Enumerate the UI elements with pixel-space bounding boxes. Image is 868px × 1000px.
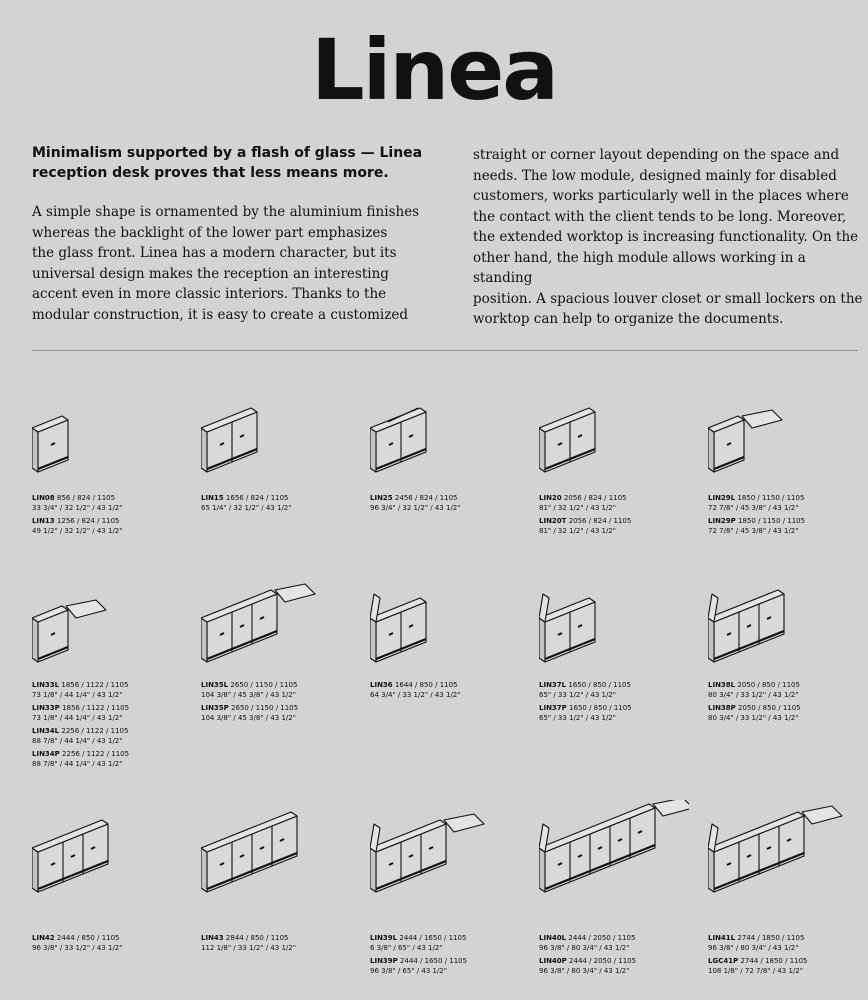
spec-entry [708,516,868,536]
dimensions-inch: 65" / 33 1/2" / 43 1/2" [539,691,616,699]
dimensions-mm: 1650 / 850 / 1105 [568,681,631,689]
body-column-right [473,145,863,330]
model-code: LIN43 [201,934,224,942]
desk-lin43-icon [201,800,351,925]
spec-entry [370,956,535,976]
product-card [32,570,197,768]
dimensions-mm: 1256 / 824 / 1105 [56,517,120,525]
section-divider [32,350,858,351]
spec-list [201,933,366,956]
desk-lin15-icon [201,380,351,490]
spec-entry [201,933,366,953]
spec-list [708,933,868,979]
product-card [708,570,868,722]
lead-line: reception desk proves that less means more. [32,165,389,181]
dimensions-mm: 2050 / 850 / 1105 [737,681,800,689]
spec-list [201,493,366,516]
model-code: LIN40P [539,957,567,965]
desk-lin35-icon [201,570,351,675]
dimensions-mm: 2456 / 824 / 1105 [394,494,458,502]
spec-entry [539,956,704,976]
product-card [32,380,197,535]
product-card [370,380,535,512]
body-column-left [32,202,432,325]
dimensions-mm: 2444 / 2050 / 1105 [568,934,636,942]
model-code: LIN38L [708,681,736,689]
body-line: worktop can help to organize the documents. [473,311,784,327]
product-card [539,570,704,722]
product-card [370,800,535,975]
body-line: position. A spacious louver closet or small lockers on the [473,290,863,307]
model-code: LIN25 [370,494,393,502]
model-code: LIN41L [708,934,736,942]
dimensions-inch: 81" / 32 1/2" / 43 1/2" [539,504,616,512]
dimensions-inch: 96 3/8" / 65" / 43 1/2" [370,967,447,975]
desk-lin36-icon [370,570,520,675]
dimensions-mm: 2444 / 850 / 1105 [56,934,120,942]
dimensions-mm: 1656 / 824 / 1105 [225,494,289,502]
dimensions-mm: 2650 / 1150 / 1105 [230,681,298,689]
spec-entry [32,726,197,746]
dimensions-inch: 81" / 32 1/2" / 43 1/2" [539,527,616,535]
spec-entry [32,749,197,769]
dimensions-inch: 65" / 33 1/2" / 43 1/2" [539,714,616,722]
body-line: the glass front. Linea has a modern character, but its [32,245,397,261]
dimensions-mm: 856 / 824 / 1105 [56,494,116,502]
desk-lin42-icon [32,800,182,925]
dimensions-inch: 6 3/8" / 65" / 43 1/2" [370,944,443,952]
spec-list [32,493,197,539]
body-line: whereas the backlight of the lower part emphasizes [32,224,388,241]
dimensions-inch: 33 3/4" / 32 1/2" / 43 1/2" [32,504,123,512]
spec-list [32,933,197,956]
spec-entry [539,493,704,513]
dimensions-inch: 49 1/2" / 32 1/2" / 43 1/2" [32,527,123,535]
model-code: LIN37L [539,681,567,689]
body-line: universal design makes the reception an interesting [32,265,389,282]
dimensions-mm: 1650 / 850 / 1105 [569,704,632,712]
spec-entry [201,680,366,700]
dimensions-inch: 104 3/8" / 45 3/8" / 43 1/2" [201,714,296,722]
dimensions-mm: 2056 / 824 / 1105 [563,494,627,502]
desk-lin25-icon [370,380,520,490]
product-card [370,570,535,699]
spec-list [708,493,868,539]
spec-entry [708,956,868,976]
dimensions-mm: 2444 / 1650 / 1105 [399,934,467,942]
spec-entry [708,680,868,700]
dimensions-inch: 80 3/4" / 33 1/2" / 43 1/2" [708,691,799,699]
desk-lin20-icon [539,380,689,490]
body-line: customers, works particularly well in the places where [473,188,849,204]
spec-entry [708,703,868,723]
model-code: LIN15 [201,494,224,502]
dimensions-inch: 104 3/8" / 45 3/8" / 43 1/2" [201,691,296,699]
model-code: LIN29L [708,494,736,502]
desk-lin39-icon [370,800,520,925]
model-code: LIN34P [32,750,60,758]
dimensions-inch: 64 3/4" / 33 1/2" / 43 1/2" [370,691,461,699]
dimensions-mm: 2844 / 850 / 1105 [225,934,289,942]
spec-entry [201,493,366,513]
dimensions-mm: 2444 / 1650 / 1105 [400,957,468,965]
spec-entry [32,933,197,953]
page-title: Linea [311,21,557,119]
dimensions-inch: 96 3/8" / 33 1/2" / 43 1/2" [32,944,123,952]
dimensions-mm: 2256 / 1122 / 1105 [61,727,129,735]
desk-lin38-icon [708,570,858,675]
dimensions-inch: 96 3/8" / 80 3/4" / 43 1/2" [539,944,630,952]
spec-entry [539,703,704,723]
desk-lin37-icon [539,570,689,675]
spec-entry [32,516,197,536]
spec-entry [708,933,868,953]
dimensions-mm: 2444 / 2050 / 1105 [569,957,637,965]
product-card [201,800,366,952]
model-code: LIN20 [539,494,562,502]
dimensions-mm: 2650 / 1150 / 1105 [231,704,299,712]
dimensions-mm: 2744 / 1850 / 1105 [737,934,805,942]
spec-list [370,680,535,703]
dimensions-mm: 1644 / 850 / 1105 [394,681,458,689]
dimensions-inch: 96 3/4" / 32 1/2" / 43 1/2" [370,504,461,512]
product-card [708,800,868,975]
dimensions-mm: 1850 / 1150 / 1105 [738,517,806,525]
model-code: LIN13 [32,517,55,525]
model-code: LIN34L [32,727,60,735]
body-line: needs. The low module, designed mainly for disabled [473,167,837,184]
dimensions-mm: 1856 / 1122 / 1105 [62,704,130,712]
dimensions-inch: 96 3/8" / 80 3/4" / 43 1/2" [539,967,630,975]
spec-entry [370,680,535,700]
model-code: LIN39L [370,934,398,942]
spec-list [539,933,704,979]
body-line: A simple shape is ornamented by the aluminium finishes [32,204,420,220]
dimensions-mm: 2056 / 824 / 1105 [568,517,632,525]
desk-lin40-icon [539,800,689,925]
dimensions-inch: 88 7/8" / 44 1/4" / 43 1/2" [32,760,123,768]
spec-entry [201,703,366,723]
spec-entry [708,493,868,513]
dimensions-inch: 112 1/8" / 33 1/2" / 43 1/2" [201,944,296,952]
model-code: LIN33P [32,704,60,712]
lead-heading [32,143,442,183]
spec-entry [370,493,535,513]
model-code: LIN33L [32,681,60,689]
spec-entry [370,933,535,953]
dimensions-inch: 65 1/4" / 32 1/2" / 43 1/2" [201,504,292,512]
dimensions-inch: 73 1/8" / 44 1/4" / 43 1/2" [32,714,123,722]
spec-list [370,493,535,516]
product-card [539,800,704,975]
model-code: LIN35L [201,681,229,689]
spec-entry [32,493,197,513]
dimensions-inch: 72 7/8" / 45 3/8" / 43 1/2" [708,504,799,512]
product-card [539,380,704,535]
spec-entry [539,516,704,536]
product-card [708,380,868,535]
model-code: LIN35P [201,704,229,712]
body-line: accent even in more classic interiors. Thanks to the [32,286,387,302]
dimensions-inch: 80 3/4" / 33 1/2" / 43 1/2" [708,714,799,722]
body-line: the contact with the client tends to be long. Moreover, [473,208,847,225]
product-card [32,800,197,952]
lead-line: Minimalism supported by a flash of glass — Linea [32,145,423,161]
dimensions-inch: 73 1/8" / 44 1/4" / 43 1/2" [32,691,123,699]
dimensions-mm: 1850 / 1150 / 1105 [737,494,805,502]
product-card [201,570,366,722]
spec-entry [539,680,704,700]
desk-lin41-icon [708,800,858,925]
dimensions-inch: 108 1/8" / 72 7/8" / 43 1/2" [708,967,803,975]
model-code: LGC41P [708,957,739,965]
desk-lin33-icon [32,570,182,675]
desk-lin29-icon [708,380,858,490]
spec-entry [32,680,197,700]
body-line: straight or corner layout depending on the space and [473,147,840,163]
model-code: LIN20T [539,517,567,525]
model-code: LIN36 [370,681,393,689]
spec-list [370,933,535,979]
spec-entry [32,703,197,723]
model-code: LIN08 [32,494,55,502]
dimensions-mm: 2050 / 850 / 1105 [738,704,801,712]
spec-list [539,493,704,539]
model-code: LIN40L [539,934,567,942]
product-card [201,380,366,512]
spec-list [539,680,704,726]
model-code: LIN42 [32,934,55,942]
spec-list [201,680,366,726]
spec-entry [539,933,704,953]
body-line: modular construction, it is easy to create a customized [32,306,408,323]
dimensions-inch: 72 7/8" / 45 3/8" / 43 1/2" [708,527,799,535]
spec-list [708,680,868,726]
dimensions-inch: 88 7/8" / 44 1/4" / 43 1/2" [32,737,123,745]
model-code: LIN39P [370,957,398,965]
body-line: the extended worktop is increasing functionality. On the [473,229,859,245]
model-code: LIN29P [708,517,736,525]
dimensions-mm: 1856 / 1122 / 1105 [61,681,129,689]
desk-lin08-icon [32,380,182,490]
model-code: LIN37P [539,704,567,712]
model-code: LIN38P [708,704,736,712]
dimensions-mm: 2744 / 1850 / 1105 [740,957,808,965]
dimensions-mm: 2256 / 1122 / 1105 [62,750,130,758]
body-line: other hand, the high module allows working in a standing [473,249,806,286]
spec-list [32,680,197,772]
dimensions-inch: 96 3/8" / 80 3/4" / 43 1/2" [708,944,799,952]
